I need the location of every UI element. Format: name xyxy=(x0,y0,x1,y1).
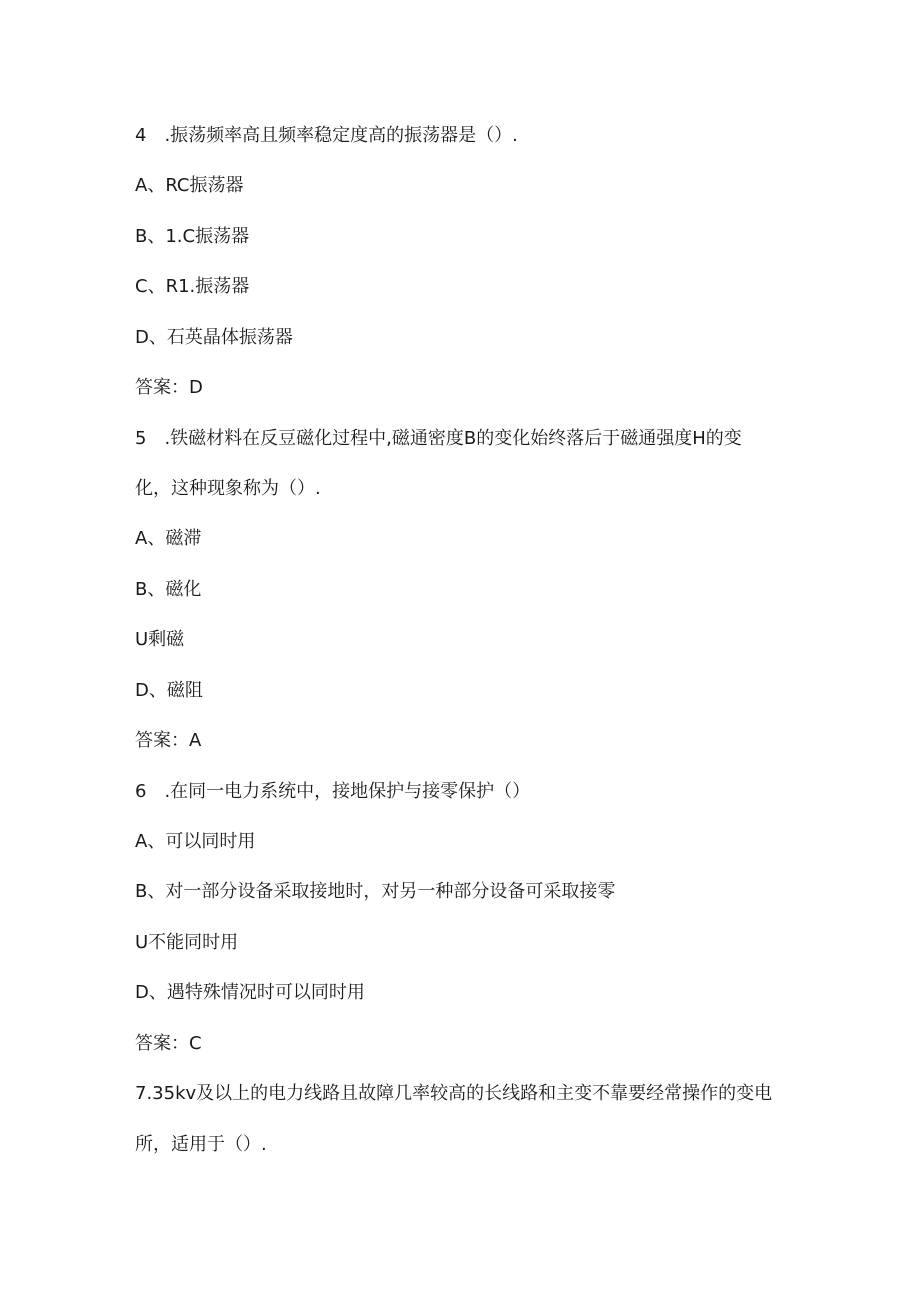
question-4-option-b: B、1.C振荡器 xyxy=(135,226,250,247)
question-5-answer: 答案：A xyxy=(135,730,202,751)
question-7-stem-line-1: 7.35kv及以上的电力线路且故障几率较高的长线路和主变不靠要经常操作的变电 xyxy=(135,1083,773,1104)
question-7-stem-line-2: 所，适用于（）. xyxy=(135,1134,267,1155)
question-6-option-b: B、对一部分设备采取接地时，对另一种部分设备可采取接零 xyxy=(135,881,616,902)
question-6-stem: 6 .在同一电力系统中，接地保护与接零保护（） xyxy=(135,781,531,802)
question-6-option-a: A、可以同时用 xyxy=(135,831,256,852)
question-4-answer: 答案：D xyxy=(135,377,203,398)
question-4-option-d: D、石英晶体振荡器 xyxy=(135,327,293,348)
question-5-option-b: B、磁化 xyxy=(135,579,202,600)
question-6-option-c: U不能同时用 xyxy=(135,932,239,953)
question-4-stem: 4 .振荡频率高且频率稳定度高的振荡器是（）. xyxy=(135,125,518,146)
question-4-option-a: A、RC振荡器 xyxy=(135,175,244,196)
question-5-option-a: A、磁滞 xyxy=(135,528,202,549)
question-5-option-c: U剩磁 xyxy=(135,629,185,650)
question-6-answer: 答案：C xyxy=(135,1033,202,1054)
question-5-stem-line-1: 5 .铁磁材料在反豆磁化过程中,磁通密度B的变化始终落后于磁通强度H的变 xyxy=(135,428,742,449)
question-6-option-d: D、遇特殊情况时可以同时用 xyxy=(135,982,365,1003)
question-5-stem-line-2: 化，这种现象称为（）. xyxy=(135,478,321,499)
question-5-option-d: D、磁阻 xyxy=(135,680,203,701)
question-4-option-c: C、R1.振荡器 xyxy=(135,276,250,297)
